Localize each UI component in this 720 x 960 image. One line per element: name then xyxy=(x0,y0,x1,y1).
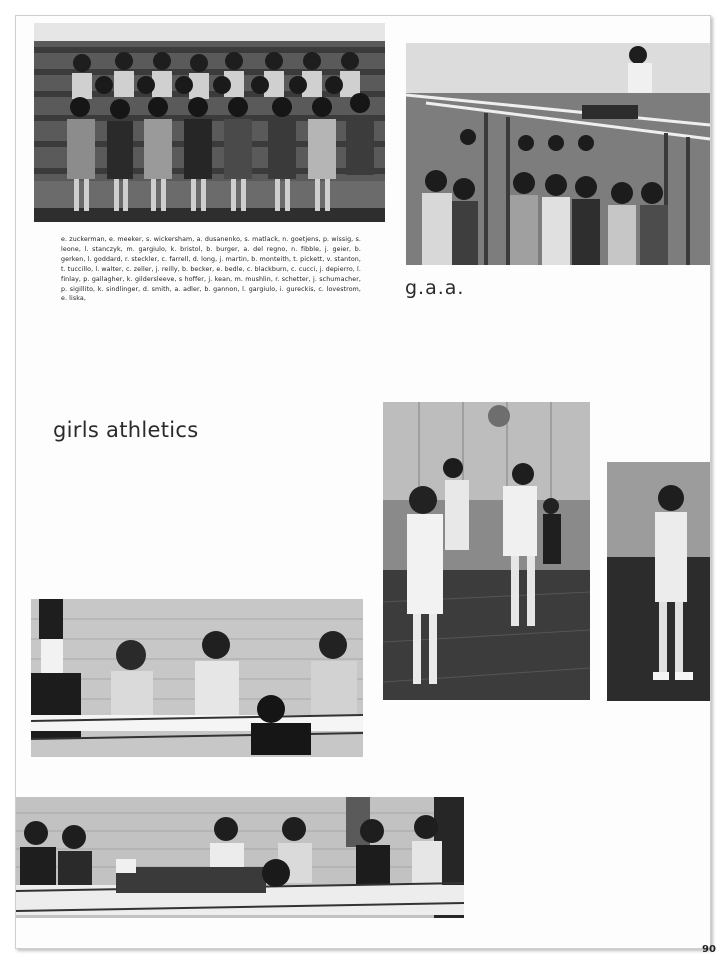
photo-basketball-jump xyxy=(383,402,590,700)
page-title: girls athletics xyxy=(53,418,199,442)
page-number: 90 xyxy=(702,944,716,955)
photo-trampoline-jumper xyxy=(16,797,464,918)
photo-parallel-bars xyxy=(406,43,710,265)
group-photo-bleachers xyxy=(34,23,385,222)
yearbook-page xyxy=(15,15,716,955)
section-label: g.a.a. xyxy=(405,277,465,299)
photo-trampoline-spotters xyxy=(31,599,363,757)
photo-player-standing xyxy=(607,462,710,701)
member-names-caption: e. zuckerman, e. meeker, s. wickersham, a. dusanenko, s. matlack, n. goetjens, p. wissig, s. leone, l. stanczyk, m. gargiulo, k. bristol, b. burger, a. del regno, n. fibble, j. geier, b. gerken, l. goddard, r. steckler, c. farrell, d. long, j. martin, b. monteith, t. pickett, v. stanton, t. tuccillo, l. walter, c. zeller, j. reilly, b. becker, e. bedle, c. blackburn, c. cucci, j. depierro, l. finlay, p. gallagher, k. gildersleeve, s hoffer, j. kean, m. mushlin, r. schetter, j. schumacher, p. sigillito, k. sindlinger, d. smith, a. adler, b. gannon, l. gargiulo, i. gureckis, c. lovestrom, e. liska, xyxy=(61,236,361,303)
